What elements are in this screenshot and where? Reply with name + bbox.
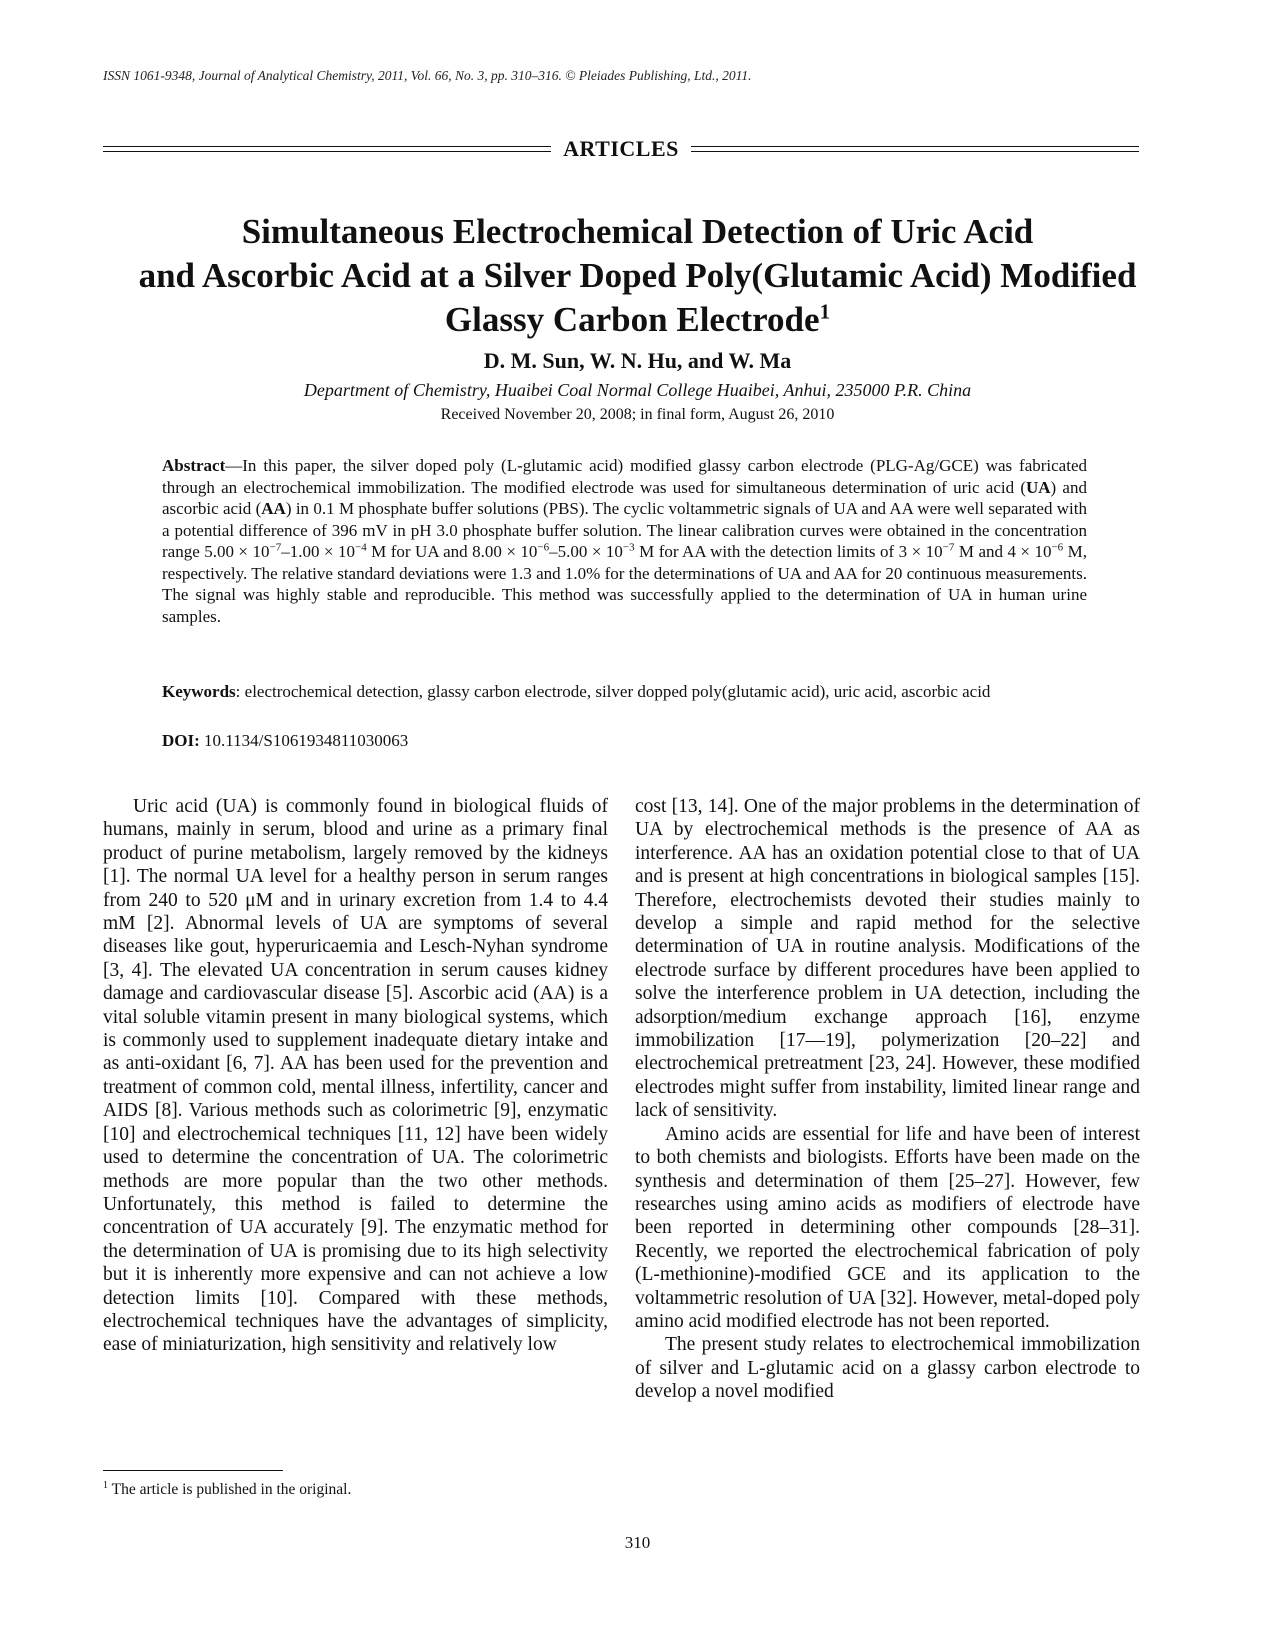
footnote-text: The article is published in the original. bbox=[108, 1481, 352, 1499]
keywords bbox=[162, 681, 1087, 703]
section-heading bbox=[103, 134, 1139, 164]
abstract-label: Abstract bbox=[162, 456, 226, 475]
article-title bbox=[80, 210, 1195, 342]
body-paragraph: Amino acids are essential for life and have been of interest to both chemists and biologists. Efforts have been made on the synthesis and determination of them [25–27]. However, few researches using amino acids as modifiers of electrode have been reported in determining other compounds [28–31]. Recently, we reported the electrochemical fabrication of poly (L-methionine)-modified GCE and its application to the voltammetric resolution of UA [32]. However, metal-doped poly amino acid modified electrode has not been reported. bbox=[635, 1123, 1140, 1332]
received-date: Received November 20, 2008; in final form, August 26, 2010 bbox=[440, 406, 835, 423]
abstract-exponent: −6 bbox=[537, 541, 550, 554]
title-footnote-mark: 1 bbox=[819, 299, 831, 324]
abstract-exponent: −4 bbox=[355, 541, 367, 554]
abstract-text: M, respectively. The relative standard deviations were 1.3 and 1.0% for the determinations of UA and AA for 20 continuous measurements. The signal was highly stable and reproducible. This method was successfully applied to the determination of UA in human urine samples. bbox=[162, 542, 1088, 626]
abstract-aa: AA bbox=[261, 499, 286, 518]
abstract-text: ) in 0.1 M phosphate buffer solutions (PBS). The cyclic voltammetric signals of UA and AA were well separated with a potential difference of 396 mV in pH 3.0 phosphate buffer solution. The linear calibration curves were obtained in the concentration range 5.00 × 10 bbox=[162, 499, 1087, 561]
abstract-text: —In this paper, the silver doped poly (L-glutamic acid) modified glassy carbon electrode (PLG-Ag/GCE) was fabricated through an electrochemical immobilization. The modified electrode was used for simultaneous determination of uric acid ( bbox=[162, 456, 1087, 497]
affiliation: Department of Chemistry, Huaibei Coal Normal College Huaibei, Anhui, 235000 P.R. China bbox=[303, 380, 972, 400]
abstract-exponent: −7 bbox=[269, 541, 282, 554]
title-line-1: Simultaneous Electrochemical Detection of Uric Acid bbox=[241, 212, 1034, 251]
abstract bbox=[162, 455, 1087, 627]
body-paragraph: cost [13, 14]. One of the major problems in the determination of UA by electrochemical methods is the presence of AA as interference. AA has an oxidation potential close to that of UA and is present at high concentrations in biological samples [15]. Therefore, electrochemists devoted their studies mainly to develop a simple and rapid method for the selective determination of UA in routine analysis. Modifications of the electrode surface by different procedures have been applied to solve the interference problem in UA detection, including the adsorption/medium exchange approach [16], enzyme immobilization [17—19], polymerization [20–22] and electrochemical pretreatment [23, 24]. However, these modified electrodes might suffer from instability, limited linear range and lack of sensitivity. bbox=[635, 796, 1140, 1122]
title-line-2: and Ascorbic Acid at a Silver Doped Poly(Glutamic Acid) Modified bbox=[138, 256, 1137, 295]
body-paragraph: The present study relates to electrochemical immobilization of silver and L-glutamic acid on a glassy carbon electrode to develop a novel modified bbox=[635, 1334, 1140, 1403]
doi-label: DOI: bbox=[162, 731, 200, 750]
title-line-3 bbox=[80, 298, 1195, 342]
section-label: ARTICLES bbox=[563, 136, 679, 161]
footnote-mark: 1 bbox=[103, 1480, 108, 1491]
abstract-text: ) and ascorbic acid ( bbox=[162, 477, 1087, 518]
footnote bbox=[103, 1480, 351, 1499]
keywords-text: : electrochemical detection, glassy carbon electrode, silver dopped poly(glutamic acid), uric acid, ascorbic acid bbox=[235, 682, 991, 701]
journal-header: ISSN 1061-9348, Journal of Analytical Chemistry, 2011, Vol. 66, No. 3, pp. 310–316. © Pleiades Publishing, Ltd., 2011. bbox=[103, 68, 752, 83]
abstract-ua: UA bbox=[1025, 477, 1051, 497]
body-column-right bbox=[635, 795, 1140, 1404]
page-number: 310 bbox=[624, 1533, 651, 1552]
abstract-text: –1.00 × 10 bbox=[281, 542, 355, 561]
left-double-rule bbox=[103, 146, 551, 152]
doi-value: 10.1134/S1061934811030063 bbox=[199, 731, 409, 750]
abstract-exponent: −6 bbox=[1051, 541, 1064, 554]
abstract-text: M and 4 × 10 bbox=[954, 542, 1052, 561]
authors: D. M. Sun, W. N. Hu, and W. Ma bbox=[483, 348, 792, 373]
abstract-exponent: −3 bbox=[622, 541, 635, 554]
abstract-text: –5.00 × 10 bbox=[549, 542, 623, 561]
doi bbox=[162, 731, 1087, 751]
body-paragraph: Uric acid (UA) is commonly found in biological fluids of humans, mainly in serum, blood and urine as a primary final product of purine metabolism, largely removed by the kidneys [1]. The normal UA level for a healthy person in serum ranges from 240 to 520 μM and in urinary excretion from 1.4 to 4.4 mM [2]. Abnormal levels of UA are symptoms of several diseases like gout, hyperuricaemia and Lesch-Nyhan syndrome [3, 4]. The elevated UA concentration in serum causes kidney damage and cardiovascular disease [5]. Ascorbic acid (AA) is a vital soluble vitamin present in many biological systems, which is commonly used to supplement inadequate dietary intake and as anti-oxidant [6, 7]. AA has been used for the prevention and treatment of common cold, mental illness, infertility, cancer and AIDS [8]. Various methods such as colorimetric [9], enzymatic [10] and electrochemical techniques [11, 12] have been widely used to determine the concentration of UA. The colorimetric methods are more popular than the two other methods. Unfortunately, this method is failed to determine the concentration of UA accurately [9]. The enzymatic method for the determination of UA is promising due to its high selectivity but it is inherently more expensive and can not achieve a low detection limits [10]. Compared with these methods, electrochemical techniques have the advantages of simplicity, ease of miniaturization, high sensitivity and relatively low bbox=[103, 796, 608, 1356]
body-column-left bbox=[103, 795, 608, 1357]
footnote-rule bbox=[103, 1470, 283, 1471]
title-line-3-text: Glassy Carbon Electrode bbox=[444, 300, 820, 339]
abstract-text: M for UA and 8.00 × 10 bbox=[366, 542, 538, 561]
abstract-exponent: −7 bbox=[942, 541, 955, 554]
keywords-label: Keywords bbox=[162, 682, 236, 701]
right-double-rule bbox=[691, 146, 1139, 152]
abstract-text: M for AA with the detection limits of 3 × 10 bbox=[634, 542, 943, 561]
